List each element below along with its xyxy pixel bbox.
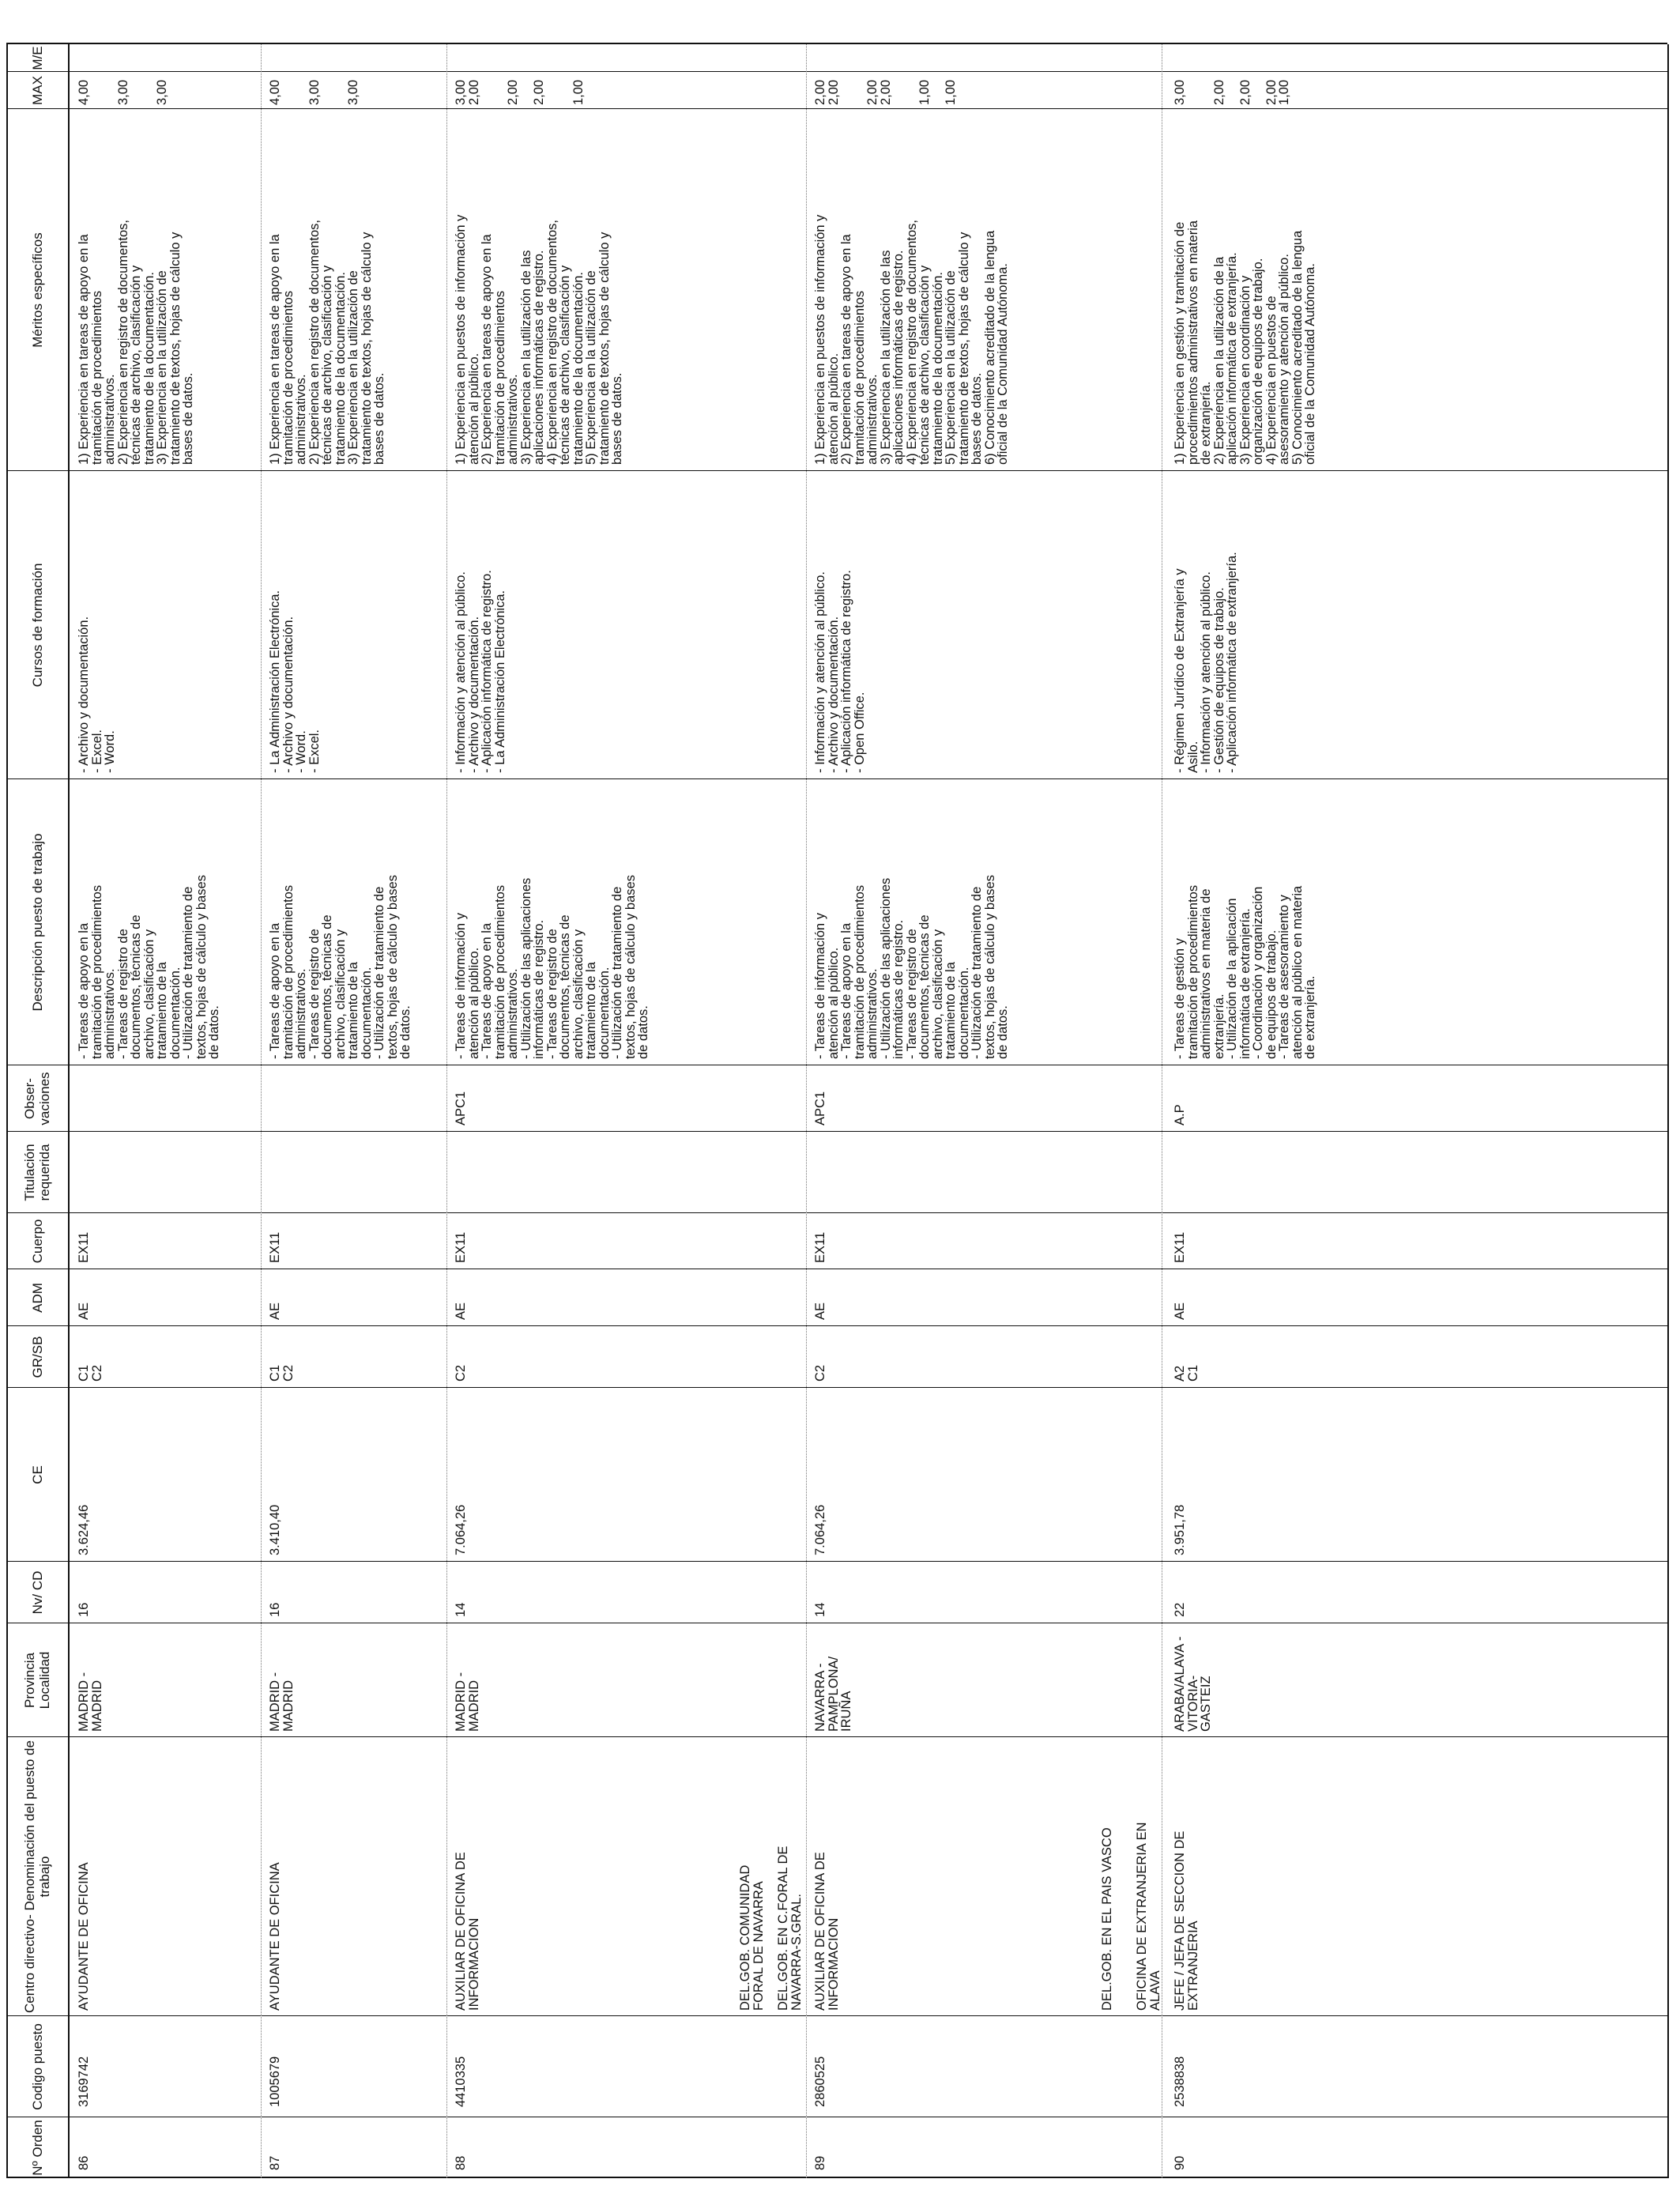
cell-descripcion: - Tareas de apoyo en la tramitación de procedimientos administrativos. - Tareas de registro de documentos, técnicas de archivo, clasificación y tratamiento de la documentación. - Utilización de tratamiento de textos, hojas de cálculo y bases de datos. (77, 875, 221, 1059)
header-descripcion: Descripción puesto de trabajo (29, 833, 45, 1012)
cell-adm: AE (77, 1302, 91, 1320)
cell-provincia: NAVARRA - PAMPLONA/ IRUÑA (813, 1656, 853, 1732)
col-sep (6, 71, 1667, 72)
cell-centro: AUXILIAR DE OFICINA DE INFORMACION (813, 1852, 841, 2011)
cell-cursos: - Información y atención al público. - Archivo y documentación. - Aplicación informática de registro. - Open Office. (813, 570, 867, 773)
header-ce: CE (29, 1465, 45, 1484)
cell-nivel: 16 (77, 1602, 91, 1617)
cell-ce: 7.064,26 (454, 1504, 468, 1555)
cell-meritos: 1) Experiencia en tareas de apoyo en la tramitación de procedimientos administrativos. 2) Experiencia en registro de documentos, técnicas de archivo, clasificación y tratamiento de la documentación. 3) Experiencia en la utilización de tratamiento de textos, hojas de cálculo y bases de datos. (77, 219, 195, 465)
header-grsb: GR/SB (29, 1336, 45, 1378)
col-sep (6, 1325, 1667, 1326)
cell-nivel: 14 (813, 1602, 827, 1617)
cell-centro: AYUDANTE DE OFICINA (77, 1862, 91, 2011)
col-sep (6, 470, 1667, 471)
cell-adm: AE (1173, 1302, 1187, 1320)
col-sep (6, 1212, 1667, 1213)
cell-cuerpo: EX11 (1173, 1231, 1187, 1263)
cell-observaciones: APC1 (813, 1091, 827, 1125)
cell-ce: 7.064,26 (813, 1504, 827, 1555)
col-sep (6, 2015, 1667, 2016)
cell-ce: 3.951,78 (1173, 1504, 1187, 1555)
table-left-border (6, 2177, 1667, 2178)
cell-adm: AE (454, 1302, 468, 1320)
header-observaciones: Obser- vaciones (22, 1072, 52, 1125)
cell-grsb: A2 C1 (1173, 1364, 1200, 1382)
cell-meritos: 1) Experiencia en puestos de información y atención al público. 2) Experiencia en tareas de apoyo en la tramitación de procedimientos administrativos. 3) Experiencia en la utilización de las aplicaciones informáticas de registro. 4) Experiencia en registro de documentos, técnicas de archivo, clasificación y tratamiento de la documentación. 5) Experiencia en la utilización de tratamiento de textos, hojas de cálculo y bases de datos. (454, 214, 624, 465)
cell-provincia: MADRID - MADRID (268, 1672, 296, 1732)
section-header: DEL.GOB. COMUNIDAD FORAL DE NAVARRA (738, 1864, 766, 2011)
cell-max: 3,00 2,00 2,00 2,00 1,00 (1173, 79, 1291, 105)
section-header: OFICINA DE EXTRANJERIA EN ALAVA (1135, 1822, 1162, 2011)
row-separator (261, 44, 262, 2178)
header-codigo: Codigo puesto (29, 2023, 45, 2110)
table-right-border (6, 43, 1667, 44)
cell-codigo: 2538838 (1173, 2056, 1187, 2107)
cell-meritos: 1) Experiencia en gestión y tramitación de procedimientos administrativos en materia de extranjería. 2) Experiencia en la utilización de la aplicación informática de extranjería. 3) Experiencia en coordinación y organización de equipos de trabajo. 4) Experiencia en puestos de asesoramiento y atención al público. 5) Conocimiento acreditado de la lengua oficial de la Comunidad Autónoma. (1173, 220, 1317, 465)
cell-adm: AE (813, 1302, 827, 1320)
cell-cursos: - Archivo y documentación. - Excel. - Word. (77, 616, 117, 773)
cell-cursos: - Información y atención al público. - Archivo y documentación. - Aplicación informática de registro. - La Administración Electrónica. (454, 570, 507, 773)
cell-cuerpo: EX11 (268, 1231, 282, 1263)
cell-orden: 86 (77, 2155, 91, 2170)
section-header: DEL.GOB. EN C.FORAL DE NAVARRA-S.GRAL. (776, 1845, 804, 2011)
header-nivel: Nv/ CD (29, 1570, 45, 1615)
col-sep (6, 108, 1667, 109)
cell-centro: JEFE / JEFA DE SECCION DE EXTRANJERIA (1173, 1830, 1200, 2011)
cell-codigo: 4410335 (454, 2056, 468, 2107)
cell-observaciones: APC1 (454, 1091, 468, 1125)
col-sep (6, 1561, 1667, 1562)
cell-grsb: C2 (454, 1364, 468, 1382)
header-adm: ADM (29, 1283, 45, 1313)
cell-meritos: 1) Experiencia en puestos de información y atención al público. 2) Experiencia en tareas de apoyo en la tramitación de procedimientos administrativos. 3) Experiencia en la utilización de las aplicaciones informáticas de registro. 4) Experiencia en registro de documentos, técnicas de archivo, clasificación y tratamiento de la documentación. 5) Experiencia en la utilización de tratamiento de textos, hojas de cálculo y bases de datos. 6) Conocimiento acreditado de la lengua oficial de la Comunidad Autónoma. (813, 214, 1010, 465)
cell-descripcion: - Tareas de gestión y tramitación de procedimientos administrativos en materia de extranjería. - Utilización de la aplicación informática de extranjería. - Coordinación y organización de equipos de trabajo. - Tareas de asesoramiento y atención al público en materia de extranjería. (1173, 884, 1317, 1059)
cell-max: 3,00 2,00 2,00 2,00 1,00 (454, 79, 586, 105)
cell-ce: 3.624,46 (77, 1504, 91, 1555)
cell-cuerpo: EX11 (813, 1231, 827, 1263)
cell-codigo: 2860525 (813, 2056, 827, 2107)
cell-descripcion: - Tareas de información y atención al público. - Tareas de apoyo en la tramitación de procedimientos administrativos. - Utilización de las aplicaciones informáticas de registro. - Tareas de registro de documentos, técnicas de archivo, clasificación y tratamiento de la documentación. - Utilización de tratamiento de textos, hojas de cálculo y bases de datos. (454, 875, 650, 1059)
cell-grsb: C2 (813, 1364, 827, 1382)
cell-codigo: 1005679 (268, 2056, 282, 2107)
cell-adm: AE (268, 1302, 282, 1320)
cell-cursos: - La Administración Electrónica. - Archivo y documentación. - Word. - Excel. (268, 590, 322, 773)
cell-provincia: ARABA/ALAVA - VITORIA- GASTEIZ (1173, 1636, 1213, 1732)
cell-nivel: 22 (1173, 1602, 1187, 1617)
col-sep (6, 778, 1667, 779)
cell-ce: 3.410,40 (268, 1504, 282, 1555)
header-provincia: Provincia Localidad (22, 1651, 52, 1710)
cell-descripcion: - Tareas de apoyo en la tramitación de procedimientos administrativos. - Tareas de registro de documentos, técnicas de archivo, clasificación y tratamiento de la documentación. - Utilización de tratamiento de textos, hojas de cálculo y bases de datos. (268, 875, 412, 1059)
cell-max: 4,00 3,00 3,00 (268, 79, 360, 105)
header-me: M/E (29, 46, 45, 70)
cell-centro: AUXILIAR DE OFICINA DE INFORMACION (454, 1852, 481, 2011)
cell-max: 4,00 3,00 3,00 (77, 79, 169, 105)
header-titulacion: Titulación requerida (22, 1144, 52, 1201)
header-cursos: Cursos de formación (29, 563, 45, 688)
header-orden: Nº Orden (29, 2120, 45, 2176)
cell-provincia: MADRID - MADRID (77, 1672, 104, 1732)
cell-codigo: 3169742 (77, 2056, 91, 2107)
col-sep (6, 1736, 1667, 1737)
col-sep (6, 1131, 1667, 1132)
cell-cursos: - Régimen Jurídico de Extranjería y Asilo. - Información y atención al público. - Gestión de equipos de trabajo. - Aplicación informática de extranjería. (1173, 552, 1239, 773)
col-sep (6, 1387, 1667, 1388)
cell-observaciones: A.P (1173, 1104, 1187, 1125)
cell-nivel: 14 (454, 1602, 468, 1617)
cell-descripcion: - Tareas de información y atención al público. - Tareas de apoyo en la tramitación de procedimientos administrativos. - Utilización de las aplicaciones informáticas de registro. - Tareas de registro de documentos, técnicas de archivo, clasificación y tratamiento de la documentación. - Utilización de tratamiento de textos, hojas de cálculo y bases de datos. (813, 875, 1010, 1059)
section-header: DEL.GOB. EN EL PAIS VASCO (1100, 1827, 1114, 2011)
cell-cuerpo: EX11 (77, 1231, 91, 1263)
cell-provincia: MADRID - MADRID (454, 1672, 481, 1732)
cell-orden: 90 (1173, 2155, 1187, 2170)
cell-cuerpo: EX11 (454, 1231, 468, 1263)
header-centro: Centro directivo- Denominación del puesto de trabajo (22, 1740, 52, 2013)
cell-centro: AYUDANTE DE OFICINA (268, 1862, 282, 2011)
cell-orden: 87 (268, 2155, 282, 2170)
cell-meritos: 1) Experiencia en tareas de apoyo en la tramitación de procedimientos administrativos. 2) Experiencia en registro de documentos, técnicas de archivo, clasificación y tratamiento de la documentación. 3) Experiencia en la utilización de tratamiento de textos, hojas de cálculo y bases de datos. (268, 219, 386, 465)
row-separator (806, 44, 807, 2178)
cell-grsb: C1 C2 (77, 1364, 104, 1382)
row-separator (446, 44, 447, 2178)
table-bottom-border (1667, 44, 1669, 2178)
cell-orden: 88 (454, 2155, 468, 2170)
header-cuerpo: Cuerpo (29, 1219, 45, 1264)
header-bottom-border (68, 44, 70, 2178)
cell-max: 2,00 2,00 2,00 2,00 1,00 1,00 (813, 79, 958, 105)
cell-orden: 89 (813, 2155, 827, 2170)
cell-grsb: C1 C2 (268, 1364, 296, 1382)
cell-nivel: 16 (268, 1602, 282, 1617)
header-max: MAX (29, 76, 45, 105)
header-meritos: Méritos específicos (29, 232, 45, 348)
